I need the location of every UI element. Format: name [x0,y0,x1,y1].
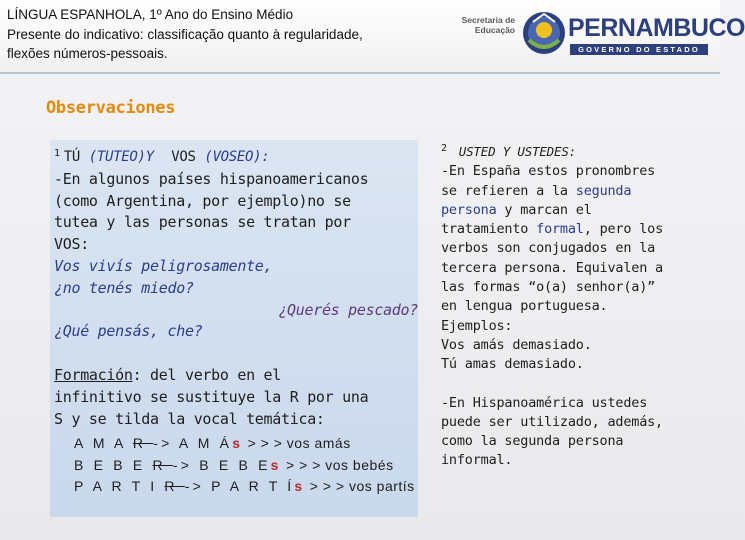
highlight-segunda: segunda [575,182,632,199]
example-line: ¿Querés pescado? [278,300,418,319]
right-line: informal. [441,452,513,469]
right-line: puede ser utilizado, además, [441,413,663,430]
right-line: tercera persona. Equivalen a [441,259,663,276]
secretaria-label [455,15,515,35]
conjugation-row [74,433,415,455]
formacion-label: Formación [54,365,133,384]
right-line: Ejemplos: [441,317,513,334]
example-line: Vos vivís peligrosamente, [54,256,273,275]
state-seal-icon [521,10,567,56]
conjugation-row [74,455,415,477]
added-s: s [270,456,282,473]
right-line [441,201,711,220]
added-s: s [232,435,244,451]
formacion-text: : del verbo en el [132,365,282,384]
right-line: como la segunda persona [441,433,624,450]
right-line: verbos son conjugados en la [441,240,656,257]
conjugation-result: > > > vos partís [305,478,415,494]
formacion-line: S y se tilda la vocal temática: [54,409,325,428]
removed-r: R [164,478,185,494]
verb-stem: A M A [74,435,133,451]
example-line: ¿Qué pensás, che? [54,322,203,341]
footnote-marker-2: 2 [441,143,447,154]
heading-voseo: (VOSEO): [204,149,270,165]
highlight-formal: formal [536,221,584,238]
heading-vos: VOS [171,149,196,165]
brand-name: PERNAMBUCO [568,14,745,42]
header-line-subject: LÍNGUA ESPANHOLA, 1º Ano do Ensino Médio [7,7,294,22]
heading-tu: TÚ [63,149,80,165]
removed-r: R [152,456,173,473]
para-line: -En algunos países hispanoamericanos [54,169,369,188]
right-text: tratamiento [441,221,537,238]
right-text: , pero los [583,221,663,238]
verb-arrow: -> B E B E [172,456,271,473]
verb-arrow: -> A M Á [153,435,233,451]
brand-subtitle: GOVERNO DO ESTADO [570,44,708,55]
added-s: s [294,478,306,494]
right-line [441,220,711,239]
secretaria-line2: Educação [474,25,515,35]
right-line: Tú amas demasiado. [441,356,584,373]
conjugation-result: > > > vos amás [243,435,351,451]
spacer [54,343,418,365]
right-line: -En Hispanoamérica ustedes [441,394,648,411]
left-heading [54,143,418,169]
government-logo [455,10,745,60]
right-heading [441,139,711,162]
right-line: en lengua portuguesa. [441,298,608,315]
highlight-persona: persona [441,201,497,218]
lesson-header [7,5,447,64]
conjugation-row [74,476,415,498]
verb-arrow: -> P A R T Í [184,478,295,494]
right-text: se refieren a la [441,182,568,199]
right-line [441,182,711,201]
section-title: Observaciones [46,98,176,118]
para-line: (como Argentina, por ejemplo)no se [54,191,351,210]
formacion-line: infinitivo se sustituye la R por una [54,387,369,406]
spacer [441,375,711,394]
right-text: y marcan el [496,201,592,218]
verb-stem: B E B E [74,456,153,473]
header-line-topic: Presente do indicativo: classificação quanto à regularidade, [7,26,363,42]
formacion-line [54,365,418,387]
right-line: Vos amás demasiado. [441,336,592,353]
footnote-marker-1: 1 [54,148,60,159]
secretaria-line1: Secretaria de [461,15,515,25]
header-line-topic-cont: flexões números-pessoais. [7,46,168,61]
usted-title: USTED Y USTEDES: [458,144,576,159]
para-line: VOS: [54,235,89,254]
right-line: -En España estos pronombres [441,163,656,180]
removed-r: R [132,435,154,451]
conjugation-result: > > > vos bebés [281,456,394,473]
para-line: tutea y las personas se tratan por [54,213,351,232]
right-column [441,139,711,471]
conjugation-examples [74,433,415,498]
header-bar [0,0,745,74]
left-column [54,143,418,494]
verb-stem: P A R T I [74,478,165,494]
heading-tuteo: (TUTEO)Y [88,149,154,165]
example-line: ¿no tenés miedo? [54,278,194,297]
right-line: las formas “o(a) senhor(a)” [441,279,656,296]
